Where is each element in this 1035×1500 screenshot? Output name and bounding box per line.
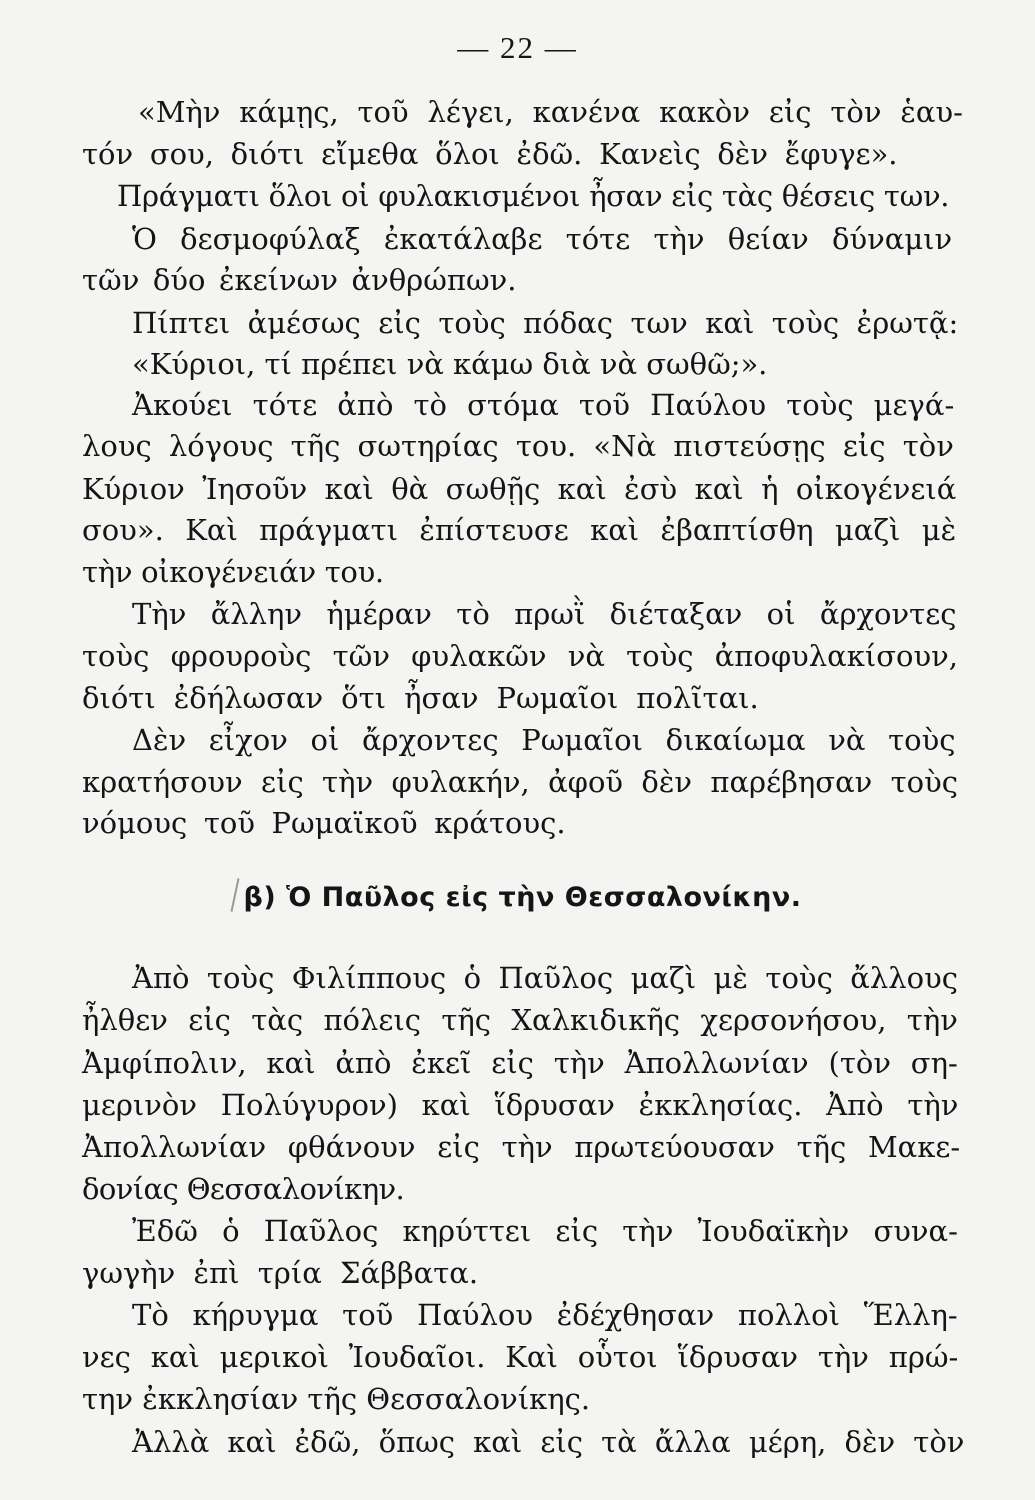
text-line: Ἀπὸ τοὺς Φιλίππους ὁ Παῦλος μαζὶ μὲ τοὺς ἄλλους [132, 961, 958, 995]
text-line: Ἀπολλωνίαν φθάνουν εἰς τὴν πρωτεύουσαν τῆς Μακε- [82, 1130, 961, 1164]
text-line: κρατήσουν εἰς τὴν φυλακήν, ἀφοῦ δὲν παρέβησαν τοὺς [82, 765, 959, 799]
text-line: Ὁ δεσμοφύλαξ ἐκατάλαβε τότε τὴν θείαν δύναμιν [132, 222, 953, 256]
text-line: τόν σου, διότι εἴμεθα ὅλοι ἐδῶ. Κανεὶς δὲν ἔφυγε». [82, 137, 898, 171]
text-line: διότι ἐδήλωσαν ὅτι ἦσαν Ρωμαῖοι πολῖται. [82, 681, 759, 715]
text-line: Πράγματι ὅλοι οἱ φυλακισμένοι ἦσαν εἰς τὰς θέσεις των. [117, 179, 950, 213]
text-line: νόμους τοῦ Ρωμαϊκοῦ κράτους. [82, 806, 566, 840]
text-line: νες καὶ μερικοὶ Ἰουδαῖοι. Καὶ οὗτοι ἵδρυσαν τὴν πρώ- [82, 1340, 959, 1374]
text-line: Δὲν εἶχον οἱ ἄρχοντες Ρωμαῖοι δικαίωμα νὰ τοὺς [132, 723, 956, 757]
text-line: την ἐκκλησίαν τῆς Θεσσαλονίκης. [82, 1382, 591, 1416]
text-line: ἦλθεν εἰς τὰς πόλεις τῆς Χαλκιδικῆς χερσονήσου, τὴν [82, 1003, 958, 1037]
text-line: Ἀκούει τότε ἀπὸ τὸ στόμα τοῦ Παύλου τοὺς μεγά- [132, 388, 955, 422]
text-line: «Κύριοι, τί πρέπει νὰ κάμω διὰ νὰ σωθῶ;». [132, 347, 768, 381]
section-heading-text: β) Ὁ Παῦλος εἰς τὴν Θεσσαλονίκην. [243, 882, 802, 913]
scan-mark [230, 878, 239, 912]
text-line: μερινὸν Πολύγυρον) καὶ ἵδρυσαν ἐκκλησίας. Ἀπὸ τὴν [82, 1088, 959, 1122]
text-line: γωγὴν ἐπὶ τρία Σάββατα. [82, 1256, 479, 1290]
text-line: δονίας Θεσσαλονίκην. [82, 1172, 405, 1206]
text-line: Τὸ κήρυγμα τοῦ Παύλου ἐδέχθησαν πολλοὶ Ἕλλη- [132, 1298, 958, 1332]
text-line: Ἐδῶ ὁ Παῦλος κηρύττει εἰς τὴν Ἰουδαϊκὴν συνα- [132, 1214, 958, 1248]
text-line: Κύριον Ἰησοῦν καὶ θὰ σωθῇς καὶ ἐσὺ καὶ ἡ οἰκογένειά [82, 472, 957, 506]
section-heading [0, 878, 1035, 913]
page-number: — 22 — [457, 30, 578, 65]
text-line: Ἀμφίπολιν, καὶ ἀπὸ ἐκεῖ εἰς τὴν Ἀπολλωνίαν (τὸν ση- [82, 1046, 958, 1080]
text-line: τὴν οἰκογένειάν του. [82, 555, 384, 589]
text-line: τῶν δύο ἐκείνων ἀνθρώπων. [82, 263, 517, 297]
text-line: «Μὴν κάμῃς, τοῦ λέγει, κανένα κακὸν εἰς τὸν ἑαυ- [138, 95, 963, 129]
text-line: τοὺς φρουροὺς τῶν φυλακῶν νὰ τοὺς ἀποφυλακίσουν, [82, 639, 958, 673]
text-line: λους λόγους τῆς σωτηρίας του. «Νὰ πιστεύσῃς εἰς τὸν [82, 429, 954, 463]
text-line: Ἀλλὰ καὶ ἐδῶ, ὅπως καὶ εἰς τὰ ἄλλα μέρη, δὲν τὸν [132, 1425, 965, 1459]
text-line: Πίπτει ἀμέσως εἰς τοὺς πόδας των καὶ τοὺς ἐρωτᾷ: [132, 306, 959, 340]
text-line: σου». Καὶ πράγματι ἐπίστευσε καὶ ἐβαπτίσθη μαζὶ μὲ [82, 513, 957, 547]
text-line: Τὴν ἄλλην ἡμέραν τὸ πρωῒ διέταξαν οἱ ἄρχοντες [132, 597, 957, 631]
